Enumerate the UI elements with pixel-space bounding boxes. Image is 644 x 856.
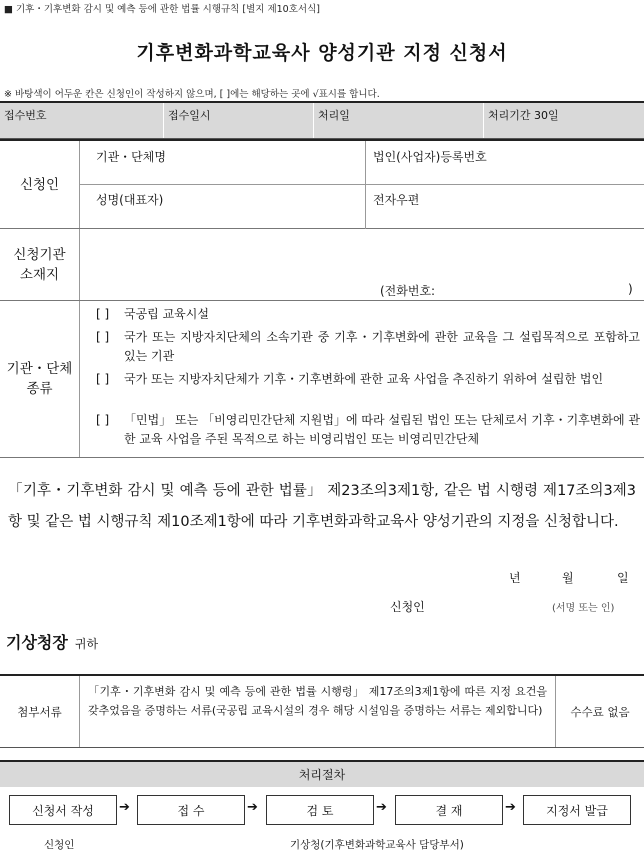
statement-text: 「기후・기후변화 감시 및 예측 등에 관한 법률」 제23조의3제1항, 같은 법 시행령 제17조의3제3항 및 같은 법 시행규칙 제10조제1항에 따라 기후변화과학교육사 양성기관의 지정을 신청합니다.: [8, 483, 636, 530]
attachments-label: 첨부서류: [0, 676, 80, 747]
org-type-label: 기관・단체 종류: [0, 301, 80, 457]
arrow-right-icon: ➔: [247, 800, 258, 815]
corp-number-field[interactable]: 법인(사업자)등록번호: [373, 150, 487, 164]
form-reference: ■ 기후・기후변화 감시 및 예측 등에 관한 법률 시행규칙 [별지 제10호서식]: [4, 4, 320, 15]
page-title: 기후변화과학교육사 양성기관 지정 신청서: [136, 42, 508, 64]
org-type-option[interactable]: [ ] 국공립 교육시설: [96, 305, 640, 324]
processing-period: 처리기간 30일: [483, 103, 644, 138]
addressee-name: 기상청장: [6, 633, 68, 652]
signature-field[interactable]: (서명 또는 인): [552, 603, 615, 614]
process-step: 결 재: [395, 795, 503, 825]
org-type-option[interactable]: [ ] 국가 또는 지방자치단체의 소속기관 중 기후・기후변화에 관한 교육을 그 설립목적으로 포함하고 있는 기관: [96, 330, 640, 363]
process-step: 신청서 작성: [9, 795, 117, 825]
form-note: ※ 바탕색이 어두운 칸은 신청인이 작성하지 않으며, [ ]에는 해당하는 곳에 √표시를 합니다.: [4, 89, 380, 100]
process-step: 접 수: [137, 795, 245, 825]
process-step: 지정서 발급: [523, 795, 631, 825]
receipt-date: 접수일시: [163, 103, 313, 138]
phone-close: ): [628, 282, 633, 296]
actor-applicant: 신청인: [44, 839, 75, 851]
org-type-section: [0, 301, 644, 458]
checkbox[interactable]: [ ]: [96, 330, 110, 344]
attachments-content: 「기후・기후변화 감시 및 예측 등에 관한 법률 시행령」 제17조의3제1항에 따른 지정 요건을 갖추었음을 증명하는 서류(국공립 교육시설의 경우 해당 시설임을 증명하는 서류는 제외합니다): [80, 676, 556, 747]
checkbox[interactable]: [ ]: [96, 307, 110, 321]
date-month: 월: [562, 571, 574, 585]
applicant-section: [0, 139, 644, 229]
arrow-right-icon: ➔: [376, 800, 387, 815]
checkbox[interactable]: [ ]: [96, 372, 110, 386]
receipt-number: 접수번호: [4, 109, 47, 122]
addressee: [6, 630, 98, 653]
actor-agency: 기상청(기후변화과학교육사 담당부서): [290, 839, 464, 851]
arrow-right-icon: ➔: [119, 800, 130, 815]
applicant-label: 신청인: [0, 141, 80, 228]
email-field[interactable]: 전자우편: [373, 193, 420, 207]
receipt-row: [0, 101, 644, 139]
process-title: 처리절차: [0, 760, 644, 787]
attachments-table: [0, 674, 644, 748]
location-label: 신청기관 소재지: [0, 229, 80, 300]
org-type-option[interactable]: [ ] 「민법」 또는 「비영리민간단체 지원법」에 따라 설립된 법인 또는 단체로서 기후・기후변화에 관한 교육 사업을 주된 목적으로 하는 비영리법인 또는 비영리민간단체: [96, 413, 640, 446]
representative-name-field[interactable]: 성명(대표자): [96, 193, 164, 207]
addressee-suffix: 귀하: [74, 637, 99, 651]
date-year: 년: [509, 571, 521, 585]
processed-date: 처리일: [313, 103, 483, 138]
phone-field[interactable]: (전화번호:: [380, 284, 436, 298]
signature-label: 신청인: [390, 600, 425, 614]
org-type-option[interactable]: [ ] 국가 또는 지방자치단체가 기후・기후변화에 관한 교육 사업을 추진하기 위하여 설립한 법인: [96, 370, 640, 389]
location-section: [0, 229, 644, 301]
process-step: 검 토: [266, 795, 374, 825]
date-day: 일: [617, 571, 629, 585]
fee-label: 수수료 없음: [570, 704, 630, 719]
checkbox[interactable]: [ ]: [96, 413, 110, 427]
arrow-right-icon: ➔: [505, 800, 516, 815]
org-name-field[interactable]: 기관・단체명: [96, 150, 166, 164]
